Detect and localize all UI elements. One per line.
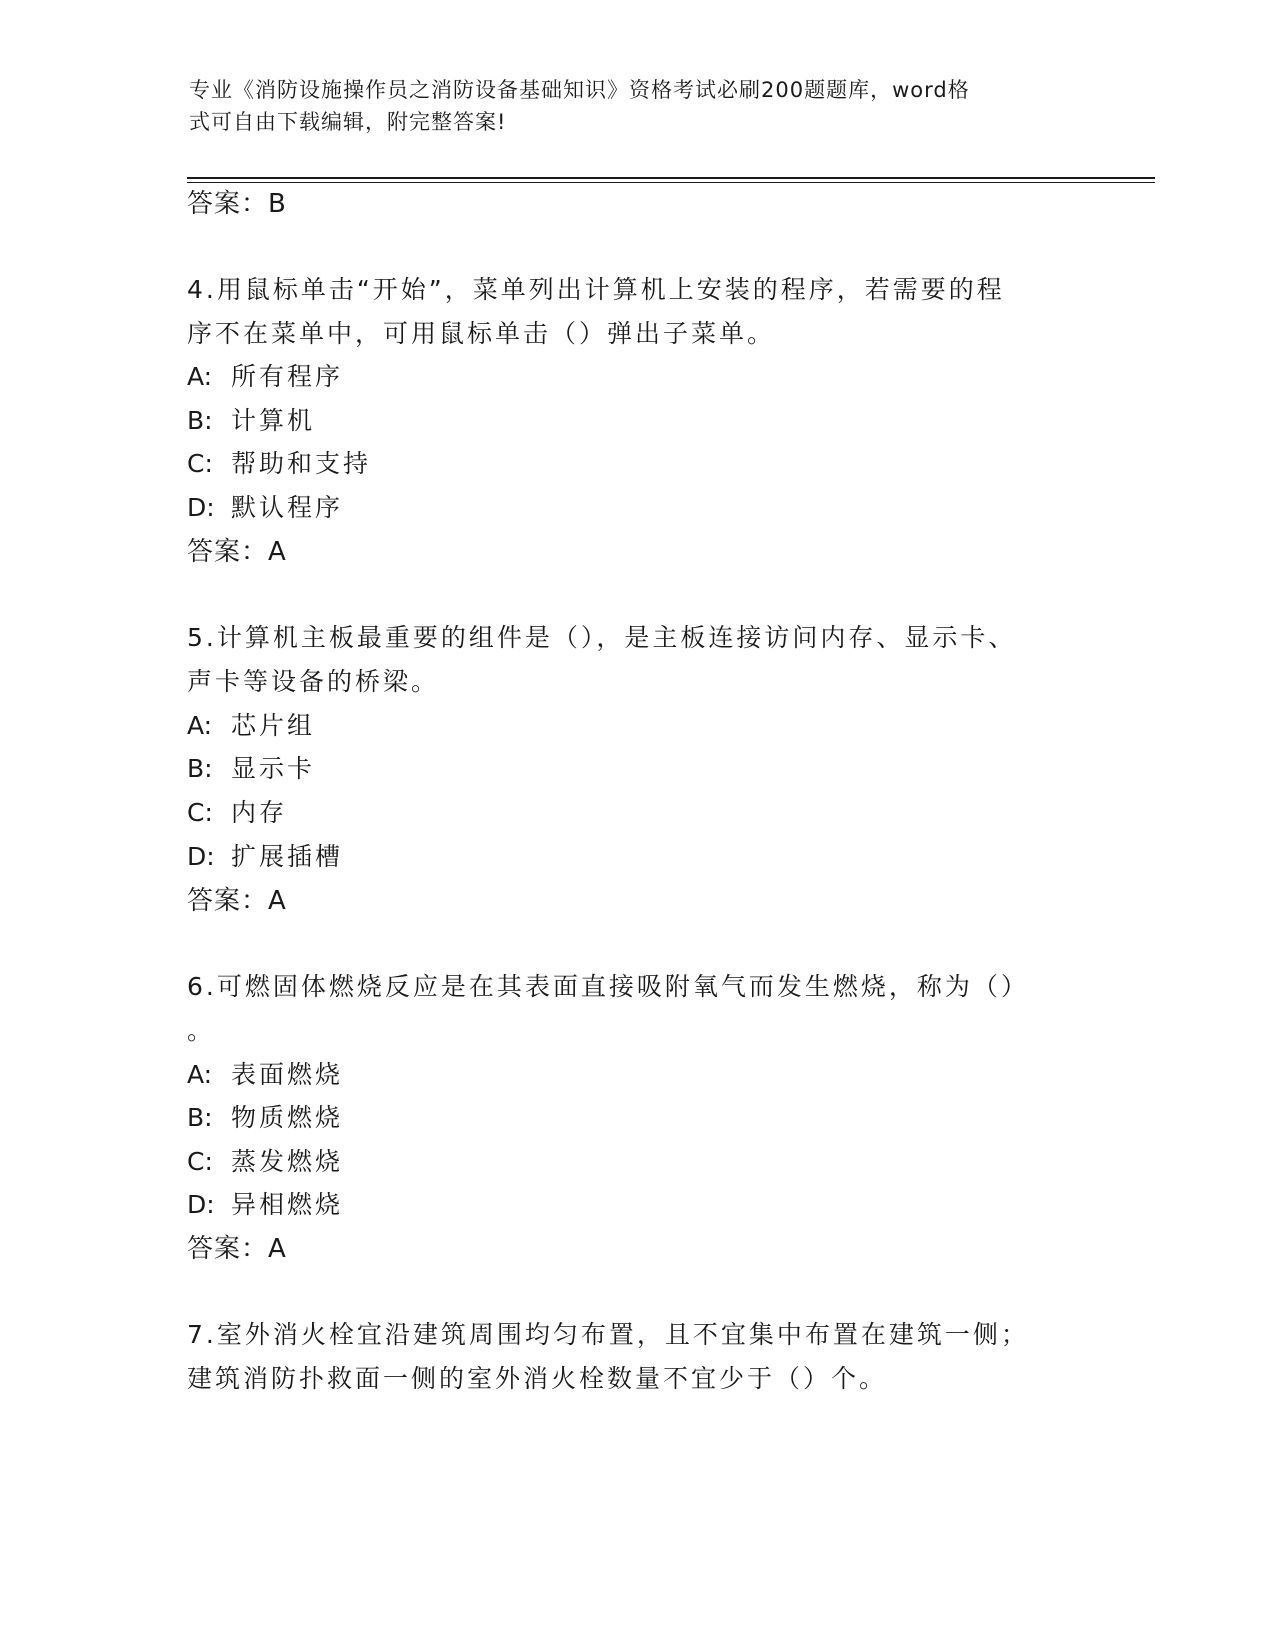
document-header (189, 74, 1069, 138)
option-letter: D: (187, 842, 215, 871)
question-6-stem-line-1: 6.可燃固体燃烧反应是在其表面直接吸附氧气而发生燃烧，称为（） (187, 972, 1029, 1001)
question-4-stem-line-1: 4.用鼠标单击“开始”，菜单列出计算机上安装的程序，若需要的程 (187, 275, 1005, 304)
option-text: 显示卡 (231, 754, 316, 783)
question-4-option-a (187, 360, 343, 394)
option-letter: C: (187, 798, 213, 827)
question-7-stem-line-2: 建筑消防扑救面一侧的室外消火栓数量不宜少于（）个。 (187, 1364, 888, 1393)
question-4-stem-line-2: 序不在菜单中，可用鼠标单击（）弹出子菜单。 (187, 319, 776, 348)
option-text: 默认程序 (231, 493, 344, 522)
option-text: 扩展插槽 (231, 842, 344, 871)
option-text: 表面燃烧 (231, 1060, 344, 1089)
question-4-option-b (187, 404, 315, 438)
option-letter: B: (187, 406, 213, 435)
header-line-2: 式可自由下载编辑，附完整答案! (189, 110, 507, 134)
option-letter: A: (187, 362, 213, 391)
option-text: 芯片组 (231, 711, 316, 740)
option-letter: A: (187, 1060, 213, 1089)
option-text: 帮助和支持 (231, 449, 372, 478)
question-4-option-c (187, 447, 371, 481)
question-6-option-c (187, 1145, 343, 1179)
question-6-stem-line-2: 。 (187, 1016, 216, 1045)
question-6-option-b (187, 1101, 343, 1135)
question-5-option-a (187, 709, 315, 743)
question-5-stem-line-1: 5.计算机主板最重要的组件是（），是主板连接访问内存、显示卡、 (187, 623, 1017, 652)
option-letter: B: (187, 754, 213, 783)
answer-q4: 答案：A (187, 537, 287, 567)
option-letter: D: (187, 493, 215, 522)
question-4-option-d (187, 491, 343, 525)
option-text: 所有程序 (231, 362, 344, 391)
option-text: 计算机 (231, 406, 316, 435)
header-divider-thin (187, 182, 1155, 183)
option-text: 物质燃烧 (231, 1103, 344, 1132)
answer-q5: 答案：A (187, 886, 287, 916)
question-5-option-b (187, 752, 315, 786)
option-text: 蒸发燃烧 (231, 1147, 344, 1176)
question-7-stem-line-1: 7.室外消火栓宜沿建筑周围均匀布置，且不宜集中布置在建筑一侧； (187, 1320, 1029, 1349)
option-letter: B: (187, 1103, 213, 1132)
question-6-option-a (187, 1058, 343, 1092)
question-5-stem-line-2: 声卡等设备的桥梁。 (187, 667, 440, 696)
answer-q6: 答案：A (187, 1234, 287, 1264)
answer-q3: 答案：B (187, 189, 287, 219)
option-letter: D: (187, 1190, 215, 1219)
option-text: 内存 (231, 798, 288, 827)
option-letter: A: (187, 711, 213, 740)
question-5-option-d (187, 840, 343, 874)
header-line-1: 专业《消防设施操作员之消防设备基础知识》资格考试必刷200题题库，word格 (189, 78, 970, 102)
option-letter: C: (187, 449, 213, 478)
question-5-option-c (187, 796, 287, 830)
header-divider (187, 177, 1155, 179)
option-text: 异相燃烧 (231, 1190, 344, 1219)
option-letter: C: (187, 1147, 213, 1176)
question-6-option-d (187, 1188, 343, 1222)
